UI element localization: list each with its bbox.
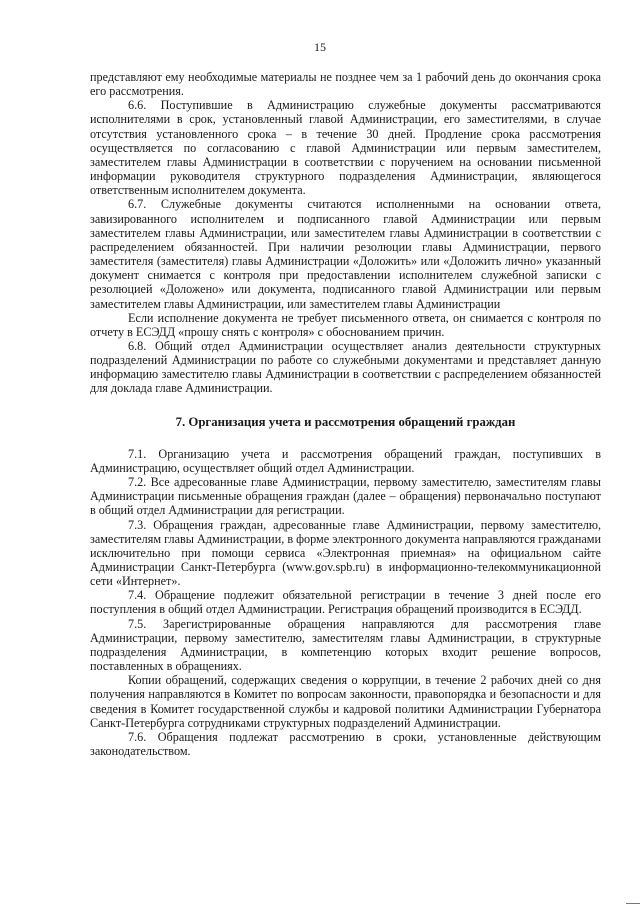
paragraph-7-1: 7.1. Организацию учета и рассмотрения обращений граждан, поступивших в Администрацию, осуществляет общий отдел Администрации. bbox=[90, 446, 601, 475]
paragraph-7-4: 7.4. Обращение подлежит обязательной регистрации в течение 3 дней после его поступления в общий отдел Администрации. Регистрация обращений производится в ЕСЭДД. bbox=[90, 588, 601, 617]
paragraph-6-8: 6.8. Общий отдел Администрации осуществляет анализ деятельности структурных подразделений Администрации по работе со служебными документами и представляет данную информацию заместителю главы Администрации в соответствии с распределением обязанностей для доклада главе Администрации. bbox=[90, 338, 601, 396]
paragraph-6-7: 6.7. Служебные документы считаются исполненными на основании ответа, завизированного исполнителем и подписанного главой Администрации или первым заместителем главы Администрации, или заместителем главы Администрации в соответствии с распределением обязанностей. При наличии резолюции главы Администрации, первого заместителя (заместителя) главы Администрации «Доложить» или «Доложить лично» указанный документ снимается с контроля при предоставлении исполнителем служебной записки с резолюцией «Доложено» или документа, подписанного главой Администрации или первым заместителем главы Администрации, или заместителем главы Администрации bbox=[90, 197, 601, 311]
paragraph-7-5: 7.5. Зарегистрированные обращения направляются для рассмотрения главе Администрации, первому заместителю, заместителям главы Администрации, в структурные подразделения Администрации, в компетенцию которых входит решение вопросов, поставленных в обращениях. bbox=[90, 616, 601, 674]
paragraph-6-7-note: Если исполнение документа не требует письменного ответа, он снимается с контроля по отчету в ЕСЭДД «прошу снять с контроля» с обоснованием причин. bbox=[90, 310, 601, 339]
paragraph-7-3: 7.3. Обращения граждан, адресованные главе Администрации, первому заместителю, заместителям главы Администрации, в форме электронного документа направляются гражданами исключительно при помощи сервиса «Электронная приемная» на официальном сайте Администрации Санкт-Петербурга (www.gov.spb.ru) в информационно-телекоммуникационной сети «Интернет». bbox=[90, 517, 601, 589]
document-body bbox=[90, 70, 601, 758]
paragraph-6-6: 6.6. Поступившие в Администрацию служебные документы рассматриваются исполнителями в срок, установленный главой Администрации, его заместителями, в случае отсутствия установленного срока – в течение 30 дней. Продление срока рассмотрения осуществляется по согласованию с главой Администрации или первым заместителем, заместителем главы Администрации в соответствии с поручением на основании письменной информации руководителя структурного подразделения Администрации, являющегося ответственным исполнителем документа. bbox=[90, 98, 601, 198]
paragraph-7-2: 7.2. Все адресованные главе Администрации, первому заместителю, заместителям главы Администрации письменные обращения граждан (далее – обращения) первоначально поступают в общий отдел Администрации для регистрации. bbox=[90, 475, 601, 518]
paragraph-continuation: представляют ему необходимые материалы не позднее чем за 1 рабочий день до окончания срока его рассмотрения. bbox=[90, 70, 601, 99]
scan-edge-mark bbox=[626, 903, 640, 904]
section-heading: 7. Организация учета и рассмотрения обращений граждан bbox=[175, 414, 516, 429]
paragraph-7-5-corruption: Копии обращений, содержащих сведения о коррупции, в течение 2 рабочих дней со дня получения направляются в Комитет по вопросам законности, правопорядка и безопасности и для сведения в Комитет государственной службы и кадровой политики Администрации Губернатора Санкт-Петербурга сотрудниками структурных подразделений Администрации. bbox=[90, 673, 601, 730]
page-number: 15 bbox=[314, 40, 326, 54]
paragraph-7-6: 7.6. Обращения подлежат рассмотрению в сроки, установленные действующим законодательством. bbox=[90, 729, 601, 759]
